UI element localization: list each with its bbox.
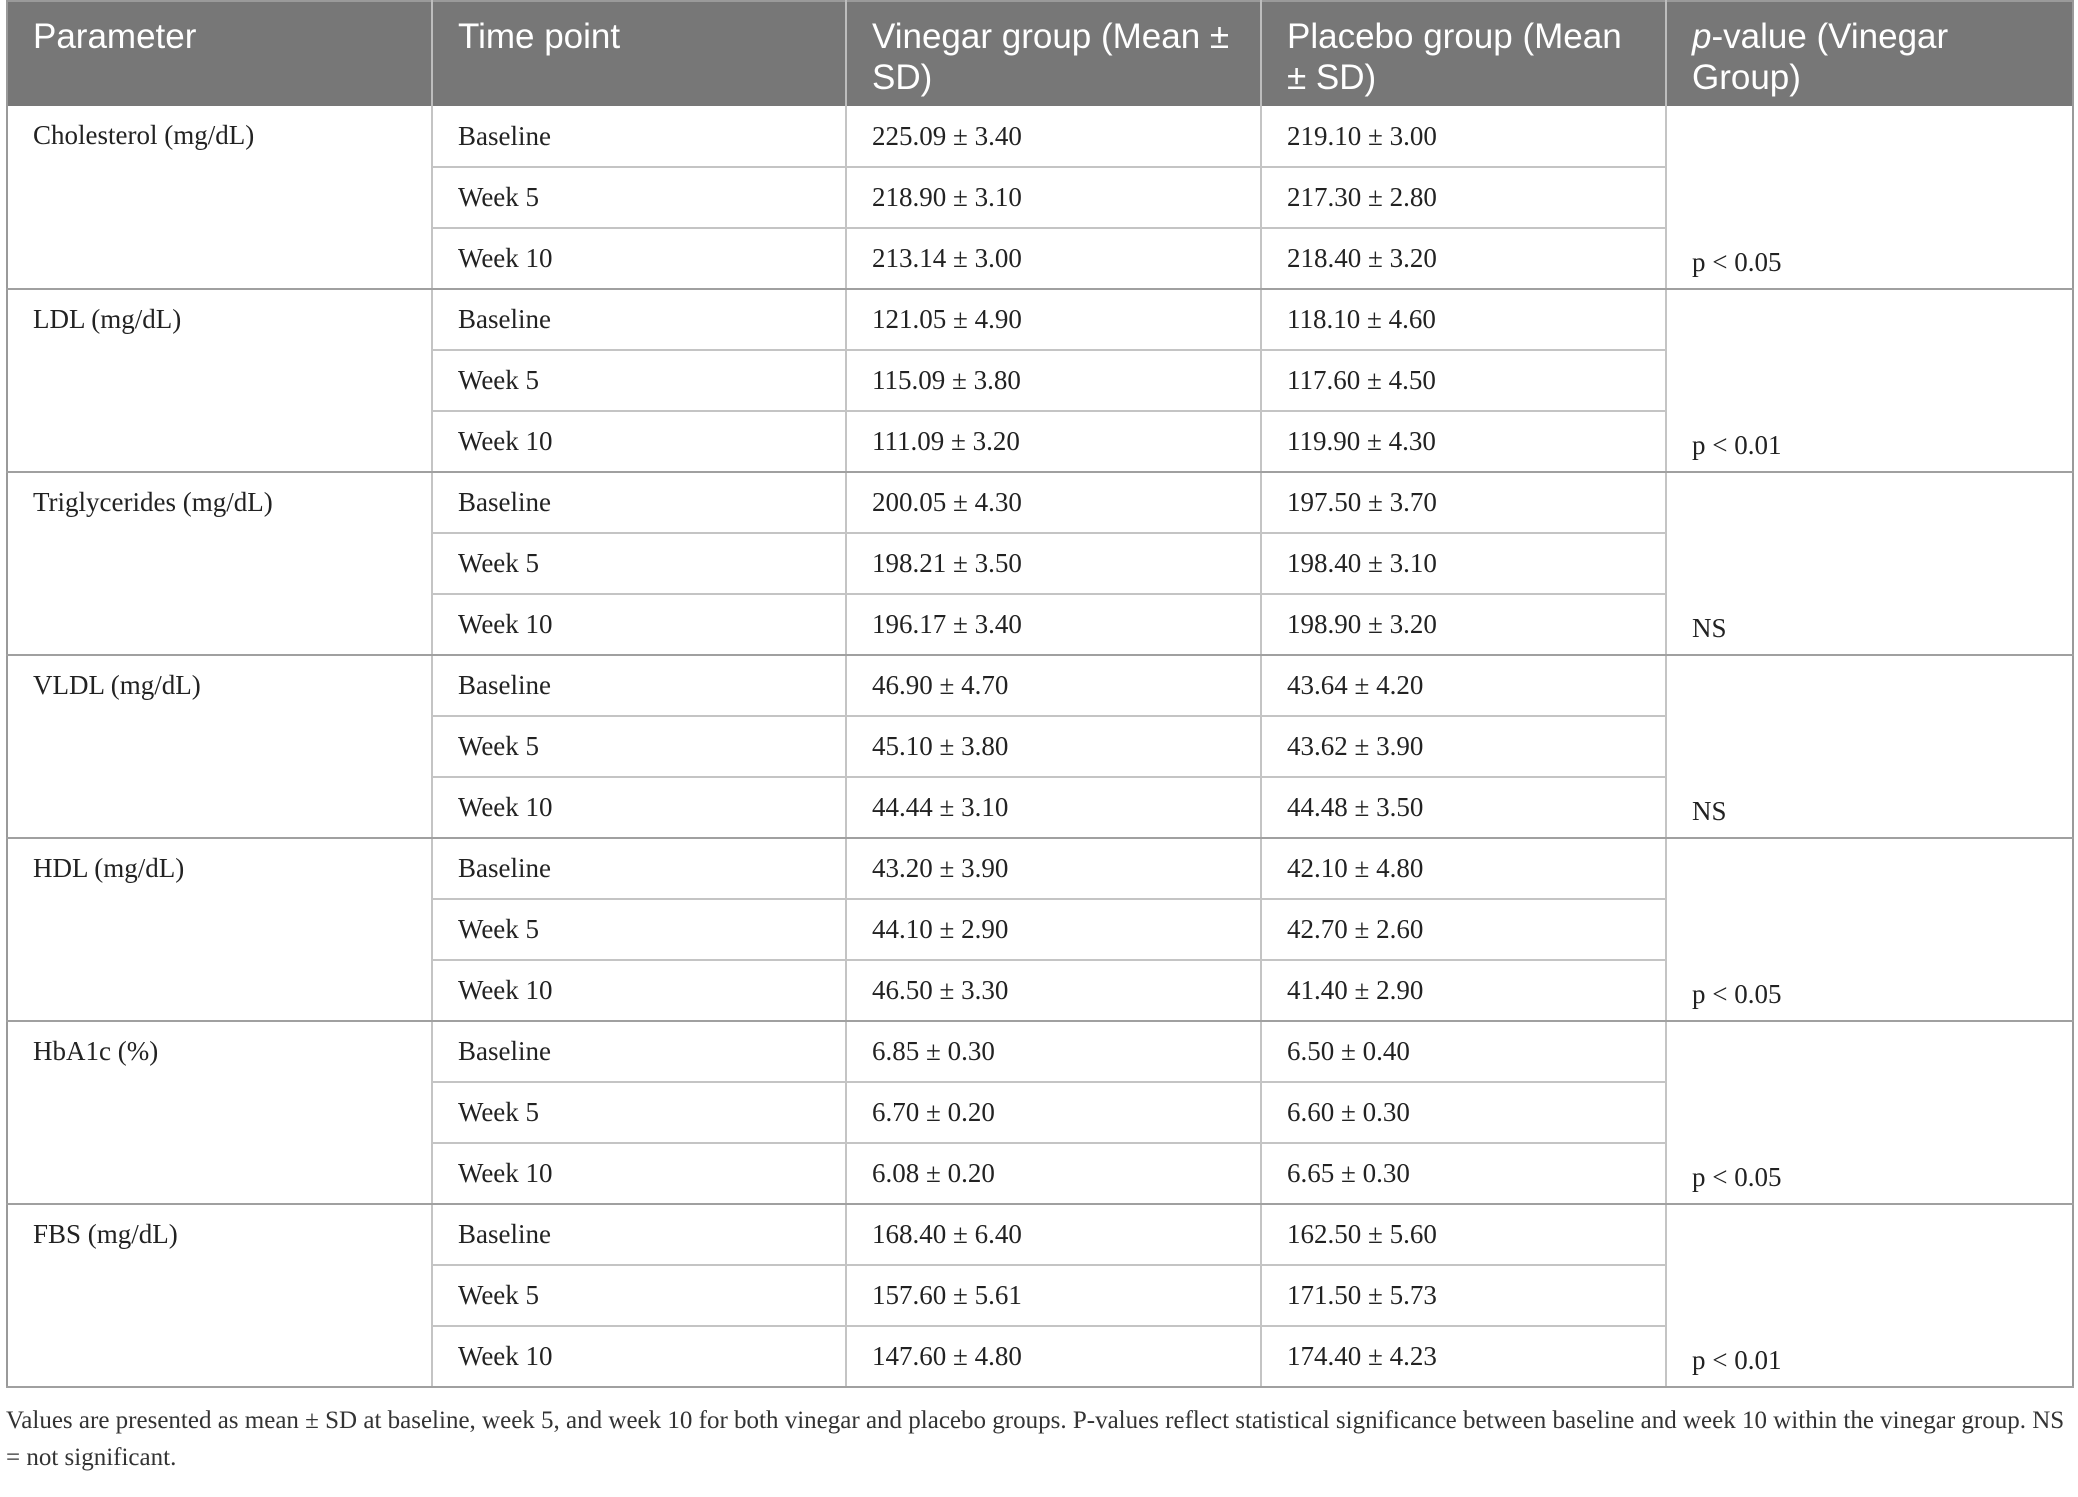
vinegar-value-cell: 225.09 ± 3.40 xyxy=(846,106,1261,167)
time-point-cell: Baseline xyxy=(432,838,846,899)
placebo-value-cell: 44.48 ± 3.50 xyxy=(1261,777,1666,838)
parameter-cell: VLDL (mg/dL) xyxy=(7,655,432,838)
time-point-cell: Baseline xyxy=(432,289,846,350)
p-value-cell: NS xyxy=(1666,655,2073,838)
header-time-point: Time point xyxy=(432,1,846,106)
placebo-value-cell: 118.10 ± 4.60 xyxy=(1261,289,1666,350)
parameter-cell: Cholesterol (mg/dL) xyxy=(7,106,432,289)
table-header xyxy=(7,1,2073,106)
placebo-value-cell: 219.10 ± 3.00 xyxy=(1261,106,1666,167)
header-p-value xyxy=(1666,1,2073,106)
header-parameter: Parameter xyxy=(7,1,432,106)
placebo-value-cell: 218.40 ± 3.20 xyxy=(1261,228,1666,289)
table-row xyxy=(7,106,2073,167)
placebo-value-cell: 41.40 ± 2.90 xyxy=(1261,960,1666,1021)
time-point-cell: Week 10 xyxy=(432,1143,846,1204)
results-table xyxy=(6,0,2074,1388)
vinegar-value-cell: 168.40 ± 6.40 xyxy=(846,1204,1261,1265)
header-vinegar-group: Vinegar group (Mean ± SD) xyxy=(846,1,1261,106)
vinegar-value-cell: 115.09 ± 3.80 xyxy=(846,350,1261,411)
vinegar-value-cell: 44.44 ± 3.10 xyxy=(846,777,1261,838)
time-point-cell: Week 5 xyxy=(432,533,846,594)
time-point-cell: Baseline xyxy=(432,472,846,533)
vinegar-value-cell: 196.17 ± 3.40 xyxy=(846,594,1261,655)
parameter-cell: HbA1c (%) xyxy=(7,1021,432,1204)
time-point-cell: Week 10 xyxy=(432,594,846,655)
time-point-cell: Week 10 xyxy=(432,960,846,1021)
table-row xyxy=(7,1204,2073,1265)
table-row xyxy=(7,838,2073,899)
parameter-cell: FBS (mg/dL) xyxy=(7,1204,432,1387)
parameter-cell: Triglycerides (mg/dL) xyxy=(7,472,432,655)
placebo-value-cell: 42.70 ± 2.60 xyxy=(1261,899,1666,960)
placebo-value-cell: 6.60 ± 0.30 xyxy=(1261,1082,1666,1143)
time-point-cell: Baseline xyxy=(432,655,846,716)
time-point-cell: Week 5 xyxy=(432,1265,846,1326)
table-footnote: Values are presented as mean ± SD at baseline, week 5, and week 10 for both vinegar and placebo groups. P-values reflect statistical significance between baseline and week 10 within the vinegar group. NS = not significant. xyxy=(6,1407,2065,1471)
time-point-cell: Baseline xyxy=(432,106,846,167)
p-value-cell: p < 0.05 xyxy=(1666,106,2073,289)
table-body xyxy=(7,106,2073,1387)
time-point-cell: Week 5 xyxy=(432,899,846,960)
vinegar-value-cell: 200.05 ± 4.30 xyxy=(846,472,1261,533)
placebo-value-cell: 6.65 ± 0.30 xyxy=(1261,1143,1666,1204)
time-point-cell: Week 5 xyxy=(432,1082,846,1143)
table-row xyxy=(7,1021,2073,1082)
p-value-cell: NS xyxy=(1666,472,2073,655)
vinegar-value-cell: 6.85 ± 0.30 xyxy=(846,1021,1261,1082)
time-point-cell: Baseline xyxy=(432,1204,846,1265)
header-p-italic: p xyxy=(1692,17,1712,56)
time-point-cell: Week 10 xyxy=(432,411,846,472)
placebo-value-cell: 117.60 ± 4.50 xyxy=(1261,350,1666,411)
placebo-value-cell: 171.50 ± 5.73 xyxy=(1261,1265,1666,1326)
vinegar-value-cell: 198.21 ± 3.50 xyxy=(846,533,1261,594)
vinegar-value-cell: 111.09 ± 3.20 xyxy=(846,411,1261,472)
time-point-cell: Week 5 xyxy=(432,350,846,411)
placebo-value-cell: 217.30 ± 2.80 xyxy=(1261,167,1666,228)
placebo-value-cell: 174.40 ± 4.23 xyxy=(1261,1326,1666,1387)
header-row xyxy=(7,1,2073,106)
vinegar-value-cell: 46.90 ± 4.70 xyxy=(846,655,1261,716)
vinegar-value-cell: 213.14 ± 3.00 xyxy=(846,228,1261,289)
vinegar-value-cell: 44.10 ± 2.90 xyxy=(846,899,1261,960)
p-value-cell: p < 0.05 xyxy=(1666,1021,2073,1204)
time-point-cell: Baseline xyxy=(432,1021,846,1082)
time-point-cell: Week 10 xyxy=(432,777,846,838)
placebo-value-cell: 162.50 ± 5.60 xyxy=(1261,1204,1666,1265)
time-point-cell: Week 5 xyxy=(432,167,846,228)
placebo-value-cell: 198.90 ± 3.20 xyxy=(1261,594,1666,655)
placebo-value-cell: 6.50 ± 0.40 xyxy=(1261,1021,1666,1082)
placebo-value-cell: 43.62 ± 3.90 xyxy=(1261,716,1666,777)
placebo-value-cell: 197.50 ± 3.70 xyxy=(1261,472,1666,533)
vinegar-value-cell: 157.60 ± 5.61 xyxy=(846,1265,1261,1326)
time-point-cell: Week 10 xyxy=(432,228,846,289)
header-p-rest: -value (Vinegar Group) xyxy=(1692,17,1949,97)
table-row xyxy=(7,472,2073,533)
p-value-cell: p < 0.01 xyxy=(1666,289,2073,472)
vinegar-value-cell: 147.60 ± 4.80 xyxy=(846,1326,1261,1387)
vinegar-value-cell: 45.10 ± 3.80 xyxy=(846,716,1261,777)
vinegar-value-cell: 6.70 ± 0.20 xyxy=(846,1082,1261,1143)
p-value-cell: p < 0.05 xyxy=(1666,838,2073,1021)
placebo-value-cell: 43.64 ± 4.20 xyxy=(1261,655,1666,716)
vinegar-value-cell: 43.20 ± 3.90 xyxy=(846,838,1261,899)
document xyxy=(6,0,2072,1476)
parameter-cell: HDL (mg/dL) xyxy=(7,838,432,1021)
p-value-cell: p < 0.01 xyxy=(1666,1204,2073,1387)
time-point-cell: Week 10 xyxy=(432,1326,846,1387)
placebo-value-cell: 198.40 ± 3.10 xyxy=(1261,533,1666,594)
vinegar-value-cell: 121.05 ± 4.90 xyxy=(846,289,1261,350)
table-row xyxy=(7,655,2073,716)
vinegar-value-cell: 218.90 ± 3.10 xyxy=(846,167,1261,228)
vinegar-value-cell: 46.50 ± 3.30 xyxy=(846,960,1261,1021)
parameter-cell: LDL (mg/dL) xyxy=(7,289,432,472)
time-point-cell: Week 5 xyxy=(432,716,846,777)
header-placebo-group: Placebo group (Mean ± SD) xyxy=(1261,1,1666,106)
table-row xyxy=(7,289,2073,350)
vinegar-value-cell: 6.08 ± 0.20 xyxy=(846,1143,1261,1204)
placebo-value-cell: 42.10 ± 4.80 xyxy=(1261,838,1666,899)
placebo-value-cell: 119.90 ± 4.30 xyxy=(1261,411,1666,472)
